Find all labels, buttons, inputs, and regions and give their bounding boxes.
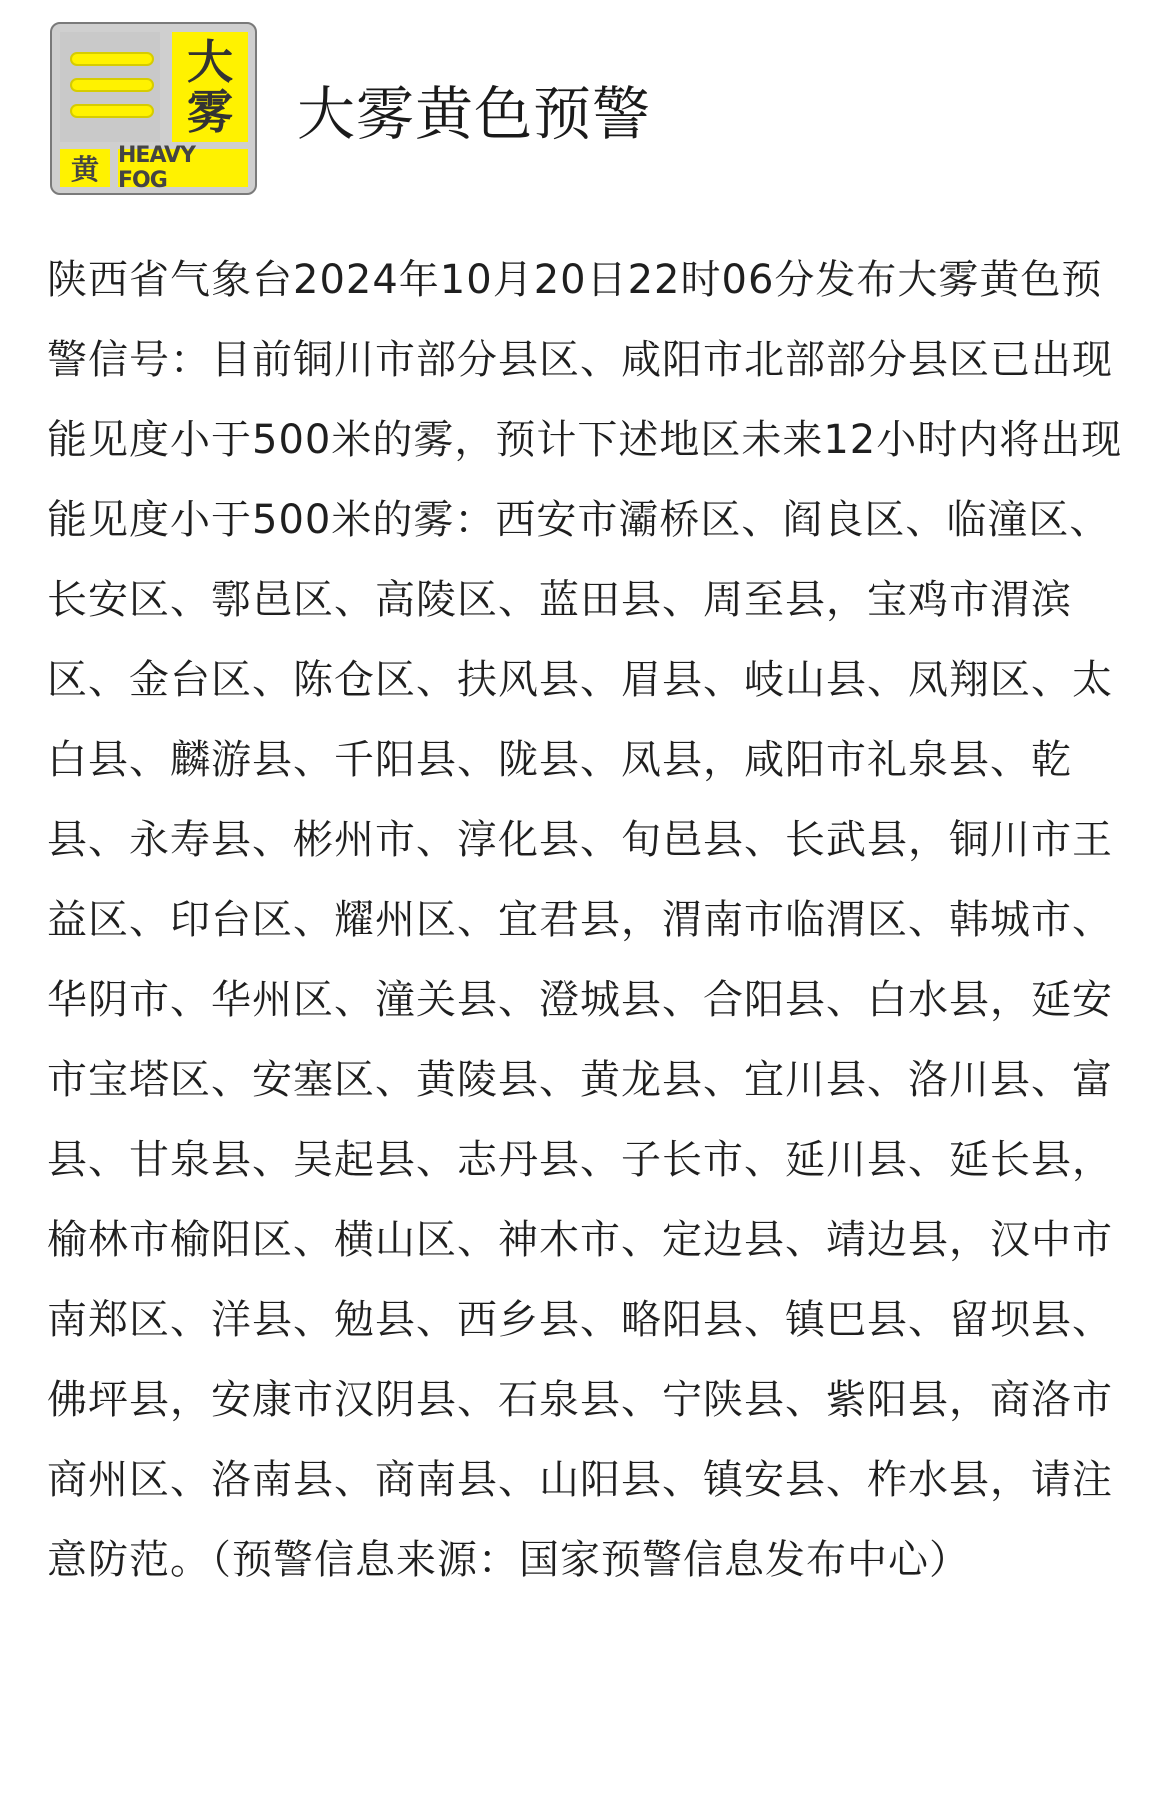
warning-bar <box>70 78 154 92</box>
badge-title-char: 雾 <box>187 85 233 139</box>
page-title: 大雾黄色预警 <box>297 79 652 148</box>
header <box>50 22 651 195</box>
warning-bar <box>70 52 154 66</box>
warning-bars <box>60 32 160 142</box>
badge-title-char: 大 <box>187 35 233 89</box>
warning-body-text: 陕西省气象台2024年10月20日22时06分发布大雾黄色预警信号：目前铜川市部分县区、咸阳市北部部分县区已出现能见度小于500米的雾，预计下述地区未来12小时内将出现能见度小于500米的雾：西安市灞桥区、阎良区、临潼区、长安区、鄠邑区、高陵区、蓝田县、周至县，宝鸡市渭滨区、金台区、陈仓区、扶风县、眉县、岐山县、凤翔区、太白县、麟游县、千阳县、陇县、凤县，咸阳市礼泉县、乾县、永寿县、彬州市、淳化县、旬邑县、长武县，铜川市王益区、印台区、耀州区、宜君县，渭南市临渭区、韩城市、华阴市、华州区、潼关县、澄城县、合阳县、白水县，延安市宝塔区、安塞区、黄陵县、黄龙县、宜川县、洛川县、富县、甘泉县、吴起县、志丹县、子长市、延川县、延长县，榆林市榆阳区、横山区、神木市、定边县、靖边县，汉中市南郑区、洋县、勉县、西乡县、略阳县、镇巴县、留坝县、佛坪县，安康市汉阴县、石泉县、宁陕县、紫阳县，商洛市商州区、洛南县、商南县、山阳县、镇安县、柞水县，请注意防范。（预警信息来源：国家预警信息发布中心） <box>47 257 1123 1583</box>
heavy-fog-yellow-warning-icon <box>50 22 257 195</box>
badge-level: 黄 <box>60 149 110 187</box>
badge-title <box>172 32 248 142</box>
warning-bar <box>70 104 154 118</box>
badge-english-label: HEAVY FOG <box>118 149 248 187</box>
